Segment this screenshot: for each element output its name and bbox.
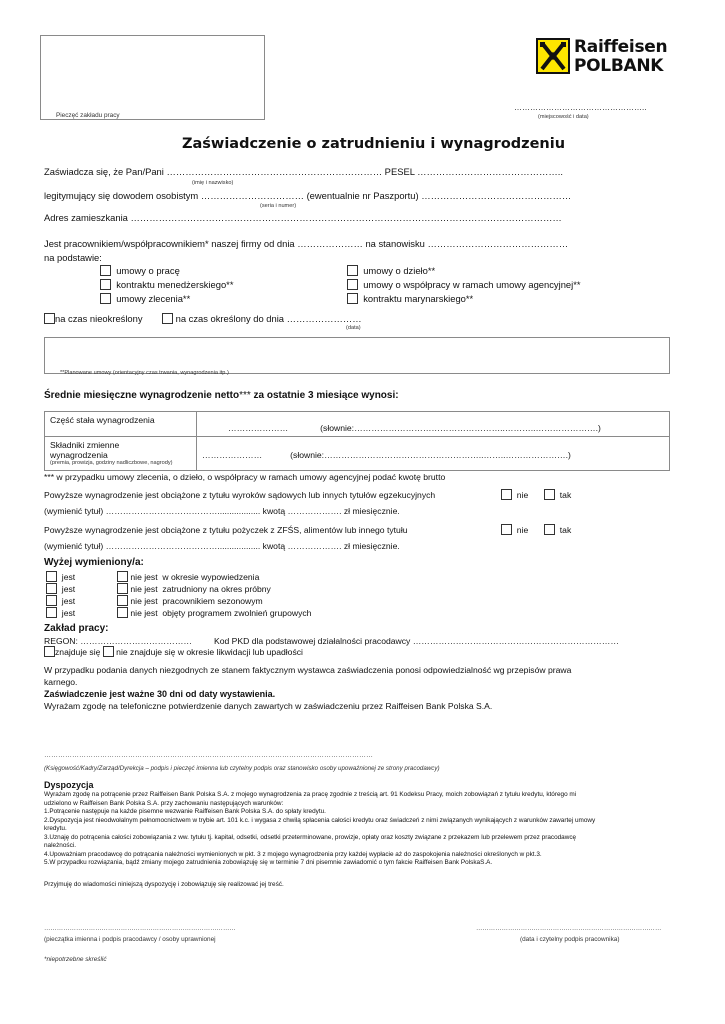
identity-line-name-pesel[interactable]: Zaświadcza się, że Pan/Pani …………………………………………………………… PESEL ……………………………………….. <box>44 166 564 177</box>
basis-option-label: umowy o współpracy w ramach umowy agencyjnej** <box>363 279 581 290</box>
disposition-acknowledgement: Przyjmuję do wiadomości niniejszą dyspozycję i zobowiązuję się realizować jej treść. <box>44 881 284 888</box>
deduction-loan-question: Powyższe wynagrodzenie jest obciążone z tytułu pożyczek z ZFŚS, alimentów lub innego tytułu <box>44 525 408 535</box>
employer-stamp-signature-dots[interactable]: ……………………………………………………………………………… <box>44 925 236 932</box>
employee-signature-dots[interactable]: …………………………………………………………………………… <box>476 925 662 932</box>
is-not-label: nie jest <box>130 584 158 594</box>
checkbox[interactable] <box>44 646 55 657</box>
checkbox[interactable] <box>544 489 555 500</box>
salary-heading <box>44 390 399 401</box>
disposition-heading: Dyspozycja <box>44 780 94 790</box>
deduction-enforcement-yes[interactable] <box>544 489 571 500</box>
bank-logo <box>536 38 681 78</box>
workplace-pkd[interactable]: Kod PKD dla podstawowej działalności pracodawcy ……………………………………………………………… <box>214 636 619 646</box>
workplace-heading: Zakład pracy: <box>44 623 109 634</box>
employer-signature-dots[interactable]: …………………………………………………………………………………………………………………………… <box>44 752 373 759</box>
deduction-enforcement-line[interactable]: (wymienić tytuł) ………………………………….................. kwotą ………………. zł miesięcznie. <box>44 506 400 516</box>
disposition-line: kredytu. <box>44 825 67 832</box>
salary-variable-hint: (premia, prowizja, godziny nadliczbowe, nagrody) <box>50 460 173 466</box>
employment-basis-label: na podstawie: <box>44 252 102 263</box>
checkbox[interactable] <box>117 583 128 594</box>
is-label: jest <box>61 596 76 606</box>
disposition-line: należności. <box>44 842 76 849</box>
responsibility-statement-b: karnego. <box>44 677 78 687</box>
basis-option-label: umowy o dzieło** <box>363 265 436 276</box>
named-status-layoffs-not[interactable] <box>117 607 311 618</box>
salary-variable-amount[interactable]: ………………… <box>202 450 263 460</box>
salary-variable-label-a: Składniki zmienne <box>50 440 120 450</box>
status-item-label: w okresie wypowiedzenia <box>162 572 260 582</box>
basis-option-label: kontraktu menedżerskiego** <box>116 279 234 290</box>
basis-option-mandate-contract[interactable] <box>100 293 190 304</box>
salary-variable-words[interactable]: (słownie:………………………………………………..……..………………….) <box>290 450 571 460</box>
identity-line-document[interactable]: legitymujący się dowodem osobistym …………………………… (ewentualnie nr Paszportu) ………………………………………… <box>44 190 572 201</box>
checkbox[interactable] <box>46 595 57 606</box>
checkbox[interactable] <box>347 279 358 290</box>
term-date-hint: (data) <box>346 325 361 331</box>
is-not-label: nie jest <box>130 572 158 582</box>
salary-fixed-words[interactable]: (słownie:……………………………………………..………..………………….) <box>320 423 601 433</box>
named-status-probation[interactable] <box>46 583 75 594</box>
deduction-loan-no[interactable] <box>501 524 528 535</box>
planned-contracts-note: **Planowane umowy (orientacyjny czas trwania, wynagrodzenia itp.) <box>60 370 229 376</box>
named-status-seasonal[interactable] <box>46 595 75 606</box>
basis-option-label: umowy zlecenia** <box>116 293 191 304</box>
salary-fixed-amount[interactable]: ………………… <box>228 423 289 433</box>
logo-polbank: POLBANK <box>574 56 664 76</box>
responsibility-statement-a: W przypadku podania danych niezgodnych ze stanem faktycznym wystawca zaświadczenia ponosi odpowiedzialność wg przepisów prawa <box>44 665 572 675</box>
checkbox[interactable] <box>100 265 111 276</box>
salary-variable-values[interactable] <box>197 437 670 471</box>
checkbox[interactable] <box>347 265 358 276</box>
workplace-regon[interactable]: REGON: ………………………………… <box>44 636 193 646</box>
salary-fixed-label: Część stała wynagrodzenia <box>45 412 197 437</box>
status-item-label: pracownikiem sezonowym <box>162 596 263 606</box>
no-label: nie <box>516 525 529 535</box>
employer-stamp-signature-label: (pieczątka imienna i podpis pracodawcy / osoby uprawnionej <box>44 936 216 943</box>
checkbox[interactable] <box>501 489 512 500</box>
place-date-label: (miejscowość i data) <box>538 114 589 120</box>
disposition-line: 2.Dyspozycja jest nieodwołalnym pełnomocnictwem w trybie art. 101 k.c. i wygasa z chwilą spłacenia całości kredytu oraz świadczeń z nimi związanych wynikających z warunków zawartej umowy <box>44 816 596 824</box>
phone-consent-statement: Wyrażam zgodę na telefoniczne potwierdzenie danych zawartych w zaświadczeniu przez Raiffeisen Bank Polska S.A. <box>44 701 493 711</box>
checkbox[interactable] <box>501 524 512 535</box>
identity-document-hint: (seria i numer) <box>260 203 297 209</box>
checkbox[interactable] <box>117 607 128 618</box>
is-label: jest <box>61 608 76 618</box>
disposition-line: 1.Potrącenie następuje na każde pisemne wezwanie Raiffeisen Bank Polska S.A. do spłaty kredytu. <box>44 808 326 815</box>
disposition-line: 4.Upoważniam pracodawcę do potrącania należności wymienionych w pkt. 3 z mojego wynagrodzenia przy każdej wypłacie aż do zaspokojenia należności określonych w pkt.3. <box>44 850 542 858</box>
unnecessary-cross-out-note: *niepotrzebne skreślić <box>44 956 107 963</box>
planned-contracts-box[interactable] <box>44 337 670 374</box>
salary-heading-stars: *** <box>239 390 251 401</box>
liquidation-yes-label: znajduje się <box>55 647 101 657</box>
disposition-text <box>44 791 684 868</box>
basis-option-work-contract[interactable] <box>347 265 435 276</box>
deduction-loan-yes[interactable] <box>544 524 571 535</box>
employer-stamp-label: Pieczęć zakładu pracy <box>56 112 120 119</box>
checkbox[interactable] <box>100 293 111 304</box>
is-not-label: nie jest <box>130 596 158 606</box>
status-item-label: zatrudniony na okres próbny <box>162 584 271 594</box>
is-not-label: nie jest <box>130 608 158 618</box>
salary-fixed-values[interactable] <box>197 412 670 437</box>
workplace-liquidation <box>44 646 303 657</box>
is-label: jest <box>61 572 76 582</box>
named-status-notice-not[interactable] <box>117 571 259 582</box>
checkbox[interactable] <box>46 571 57 582</box>
basis-option-managerial-contract[interactable] <box>100 279 233 290</box>
place-date-dots[interactable]: ………………………………………….. <box>514 103 647 112</box>
checkbox[interactable] <box>117 595 128 606</box>
basis-option-agency-contract[interactable] <box>347 279 581 290</box>
employer-stamp-box[interactable] <box>40 35 265 120</box>
deduction-enforcement-question: Powyższe wynagrodzenie jest obciążone z tytułu wyroków sądowych lub innych tytułów egzekucyjnych <box>44 490 436 500</box>
checkbox[interactable] <box>46 607 57 618</box>
employer-signature-label: (Księgowość/Kadry/Zarząd/Dyrekcja – podpis i pieczęć imienna lub czytelny podpis oraz stanowisko osoby upoważnionej ze strony pracodawcy) <box>44 765 440 772</box>
document-title: Zaświadczenie o zatrudnieniu i wynagrodzeniu <box>182 136 566 152</box>
term-definite-label: na czas określony do dnia …………………… <box>175 313 362 324</box>
named-heading: Wyżej wymieniony/a: <box>44 557 144 568</box>
yes-label: tak <box>559 490 572 500</box>
checkbox[interactable] <box>544 524 555 535</box>
identity-line-address[interactable]: Adres zamieszkania ………………………………………………………………………………………………………………………… <box>44 212 562 223</box>
identity-name-hint: (imię i nazwisko) <box>192 180 234 186</box>
no-label: nie <box>516 490 529 500</box>
salary-footnote: *** w przypadku umowy zlecenia, o dzieło, o współpracy w ramach umowy agencyjnej podać kwotę brutto <box>44 472 446 482</box>
validity-statement: Zaświadczenie jest ważne 30 dni od daty wystawienia. <box>44 689 276 699</box>
salary-table <box>44 411 670 471</box>
disposition-line: udzielono w Raiffeisen Bank Polska S.A. przy zachowaniu następujących warunków: <box>44 799 284 807</box>
checkbox[interactable] <box>100 279 111 290</box>
term-indefinite-label: na czas nieokreślony <box>55 313 143 324</box>
employment-line[interactable]: Jest pracownikiem/współpracownikiem* naszej firmy od dnia ………………… na stanowisku ……………………………………… <box>44 238 569 249</box>
logo-raiffeisen: Raiffeisen <box>574 37 668 57</box>
basis-option-employment-contract[interactable] <box>100 265 180 276</box>
named-status-probation-not[interactable] <box>117 583 271 594</box>
checkbox[interactable] <box>103 646 114 657</box>
liquidation-no-label: nie znajduje się w okresie likwidacji lub upadłości <box>116 647 303 657</box>
checkbox[interactable] <box>46 583 57 594</box>
checkbox[interactable] <box>44 313 55 324</box>
basis-option-label: kontraktu marynarskiego** <box>363 293 474 304</box>
term-indefinite-option[interactable] <box>44 313 143 324</box>
table-row <box>45 412 670 437</box>
basis-option-label: umowy o pracę <box>116 265 180 276</box>
deduction-enforcement-no[interactable] <box>501 489 528 500</box>
table-row <box>45 437 670 471</box>
status-item-label: objęty programem zwolnień grupowych <box>162 608 312 618</box>
named-status-notice[interactable] <box>46 571 75 582</box>
employee-signature-label: (data i czytelny podpis pracownika) <box>520 936 620 943</box>
disposition-line: Wyrażam zgodę na potrącenie przez Raiffeisen Bank Polska S.A. z mojego wynagrodzenia za pracę zgodnie z treścią art. 91 Kodeksu Pracy, moich zobowiązań z tytułu kredytu, którego mi <box>44 791 577 798</box>
salary-variable-label <box>45 437 197 471</box>
yes-label: tak <box>559 525 572 535</box>
salary-heading-text: Średnie miesięczne wynagrodzenie netto <box>44 390 240 401</box>
checkbox[interactable] <box>347 293 358 304</box>
named-status-layoffs[interactable] <box>46 607 75 618</box>
named-status-seasonal-not[interactable] <box>117 595 263 606</box>
basis-option-maritime-contract[interactable] <box>347 293 473 304</box>
raiffeisen-gables-icon <box>536 38 570 74</box>
checkbox[interactable] <box>117 571 128 582</box>
salary-heading-rest: za ostatnie 3 miesiące wynosi: <box>250 390 399 401</box>
deduction-loan-line[interactable]: (wymienić tytuł) ………………………………….................. kwotą ………………. zł miesięcznie. <box>44 541 400 551</box>
term-definite-option[interactable] <box>162 313 362 324</box>
checkbox[interactable] <box>162 313 173 324</box>
disposition-line: 5.W przypadku rozwiązania, bądź zmiany mojego zatrudnienia zobowiązuję się w terminie 7 dni pisemnie zawiadomić o tym fakcie Raiffeisen Bank PolskaS.A. <box>44 859 493 866</box>
is-label: jest <box>61 584 76 594</box>
disposition-line: 3.Uznaję do potrącenia całości zobowiązania z ww. tytułu tj. kapitał, odsetki, odsetki przeterminowane, prowizje, opłaty oraz koszty związane z przekazem lub przelewem przez pracodawcę <box>44 833 577 841</box>
salary-variable-label-b: wynagrodzenia <box>50 450 108 460</box>
